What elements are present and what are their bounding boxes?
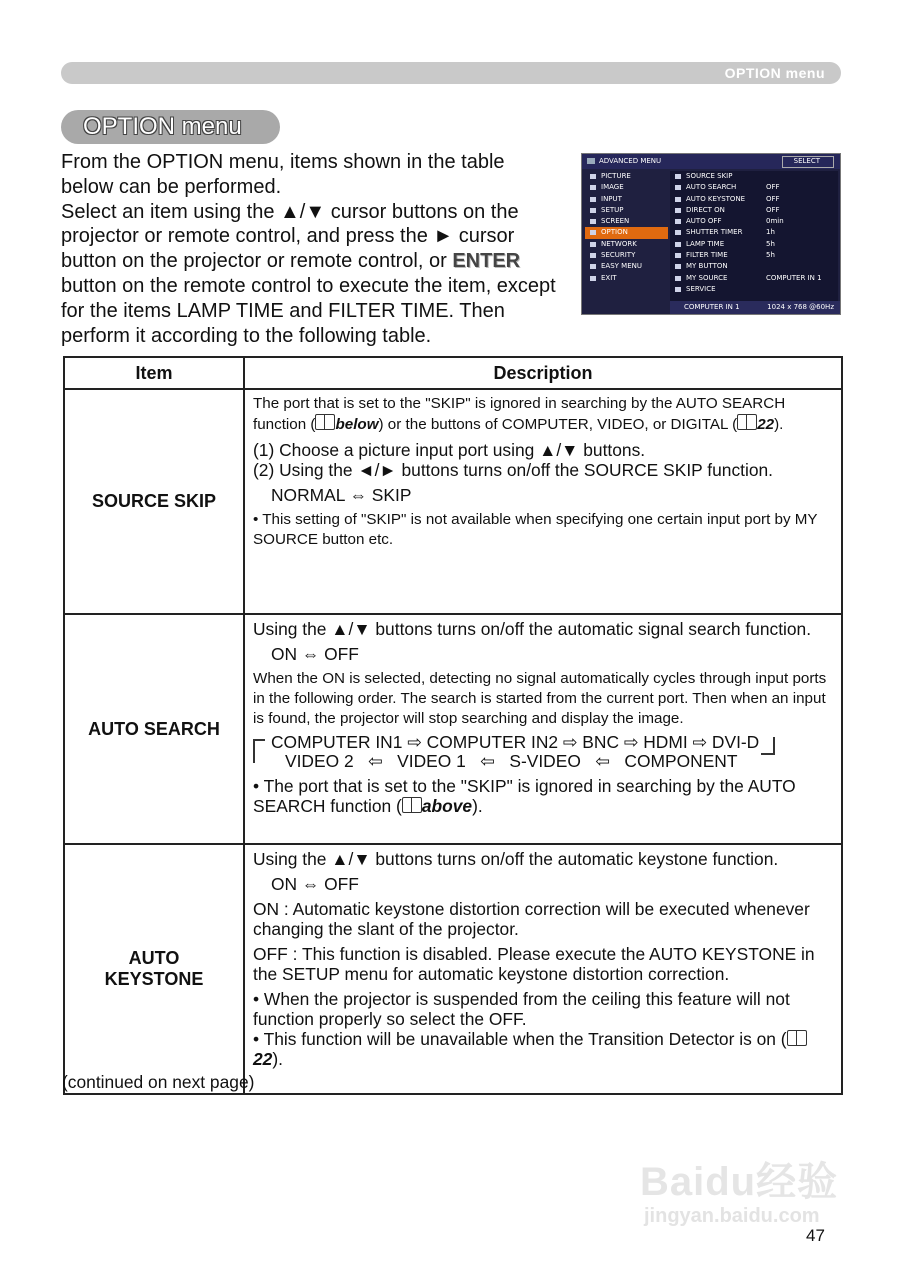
osd-menu-item: SCREEN — [585, 216, 668, 227]
osd-menu-list — [585, 171, 668, 301]
osd-menu-item: IMAGE — [585, 182, 668, 193]
item-source-skip: SOURCE SKIP — [64, 389, 244, 614]
osd-select-label: SELECT — [793, 157, 820, 165]
osd-option-item: AUTO SEARCH OFF — [670, 182, 838, 193]
return-arrow-right-icon — [761, 737, 775, 755]
item-auto-search: AUTO SEARCH — [64, 614, 244, 844]
header-bar — [61, 62, 841, 84]
osd-status-resolution: 1024 x 768 @60Hz — [767, 303, 834, 311]
continued-note: (continued on next page) — [62, 1072, 255, 1092]
osd-menu-item: EASY MENU — [585, 261, 668, 272]
book-icon — [315, 414, 335, 430]
osd-menu-item: PICTURE — [585, 171, 668, 182]
osd-title-bar — [582, 154, 840, 169]
desc-auto-keystone: Using the ▲/▼ buttons turns on/off the automatic keystone function. ON ⇔ OFF ON : Automatic keystone distortion correction will be executed whenever changing the slant of the projector. OFF : This function is disabled. Please execute the AUTO KEYSTONE in the SETUP menu for automatic keystone distortion correction. • When the projector is suspended from the ceiling this feature will not function properly so select the OFF. • This function will be unavailable when the Transition Detector is on (22). — [244, 844, 842, 1094]
section-label: OPTION menu — [724, 65, 825, 81]
osd-option-item: AUTO KEYSTONE OFF — [670, 194, 838, 205]
osd-title: ADVANCED MENU — [599, 157, 662, 165]
intro-text — [61, 150, 561, 348]
page-title: OPTION menu — [83, 113, 242, 140]
table-row-auto-search — [64, 614, 842, 844]
item-auto-keystone: AUTO KEYSTONE — [64, 844, 244, 1094]
osd-menu-item: EXIT — [585, 273, 668, 284]
intro-p2-part-b: button on the remote control to execute the item, except for the items LAMP TIME and FILTER TIME. Then perform it according to the following table. — [61, 274, 556, 347]
page-number: 47 — [806, 1226, 825, 1245]
osd-status-input: COMPUTER IN 1 — [684, 303, 740, 311]
menu-icon — [587, 158, 595, 164]
enter-key-label: ENTER — [452, 250, 521, 273]
osd-menu-item: SETUP — [585, 205, 668, 216]
page-title-pill — [61, 110, 280, 144]
osd-menu-item: INPUT — [585, 194, 668, 205]
table-row-source-skip — [64, 389, 842, 614]
watermark-url: jingyan.baidu.com — [644, 1205, 820, 1227]
watermark-logo: Baidu经验 — [640, 1160, 839, 1204]
book-icon — [737, 414, 757, 430]
desc-source-skip: The port that is set to the "SKIP" is ignored in searching by the AUTO SEARCH function ( below) or the buttons of COMPUTER, VIDEO, or DIGITAL ( 22). (1) Choose a picture input port using ▲/▼ buttons. (2) Using the ◄/► buttons turns on/off the SOURCE SKIP function. NORMAL ⇔ SKIP • This setting of "SKIP" is not available when specifying one certain input port by MY SOURCE button etc. — [244, 389, 842, 614]
osd-menu-item: SECURITY — [585, 250, 668, 261]
search-order-flow: COMPUTER IN1 ⇨ COMPUTER IN2 ⇨ BNC ⇨ HDMI ⇨ DVI-D VIDEO 2 ⇦ VIDEO 1 ⇦ S-VIDEO ⇦ COMPONENT — [253, 733, 833, 771]
return-arrow-left-icon — [253, 739, 265, 763]
column-header-item: Item — [64, 357, 244, 389]
osd-menu-item-active: OPTION — [585, 227, 668, 238]
osd-menu-item: NETWORK — [585, 239, 668, 250]
osd-option-item: SHUTTER TIMER 1h — [670, 227, 838, 238]
option-table — [63, 356, 843, 1095]
book-icon — [402, 797, 422, 813]
osd-option-item: AUTO OFF 0min — [670, 216, 838, 227]
osd-option-item: SOURCE SKIP — [670, 171, 838, 182]
osd-option-item: SERVICE — [670, 284, 838, 295]
osd-option-item: DIRECT ON OFF — [670, 205, 838, 216]
table-header-row — [64, 357, 842, 389]
intro-p2-part-a: Select an item using the ▲/▼ cursor buttons on the projector or remote control, and press the ► cursor button on the projector or remote control, or — [61, 200, 519, 273]
table-row-auto-keystone — [64, 844, 842, 1094]
advanced-menu-screenshot — [581, 153, 841, 315]
column-header-description: Description — [244, 357, 842, 389]
desc-auto-search: Using the ▲/▼ buttons turns on/off the automatic signal search function. ON ⇔ OFF When the ON is selected, detecting no signal automatically cycles through input ports in the following order. The search is started from the current port. Then when an input is found, the projector will stop searching and display the image. COMPUTER IN1 ⇨ COMPUTER IN2 ⇨ BNC ⇨ HDMI ⇨ DVI-D VIDEO 2 ⇦ VIDEO 1 ⇦ S-VIDEO ⇦ COMPONENT • The port that is set to the "SKIP" is ignored in searching by the AUTO SEARCH function ( above). — [244, 614, 842, 844]
osd-option-item: MY SOURCE COMPUTER IN 1 — [670, 273, 838, 284]
osd-option-item: MY BUTTON — [670, 261, 838, 272]
osd-option-item: LAMP TIME 5h — [670, 239, 838, 250]
osd-option-items — [670, 171, 838, 301]
intro-paragraph-1: From the OPTION menu, items shown in the table below can be performed. — [61, 151, 505, 198]
osd-status-bar — [670, 301, 840, 314]
book-icon — [787, 1030, 807, 1046]
intro-paragraph-2 — [61, 200, 561, 349]
osd-option-item: FILTER TIME 5h — [670, 250, 838, 261]
